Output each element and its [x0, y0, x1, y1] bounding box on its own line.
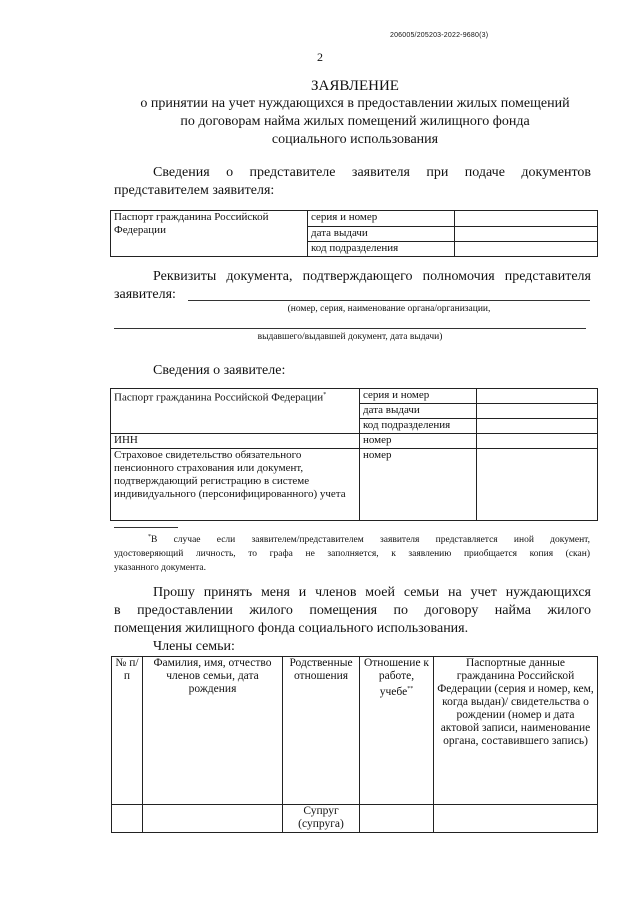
applicant-value-series[interactable]: [477, 389, 598, 404]
footnote-mark: *: [323, 392, 327, 398]
applicant-passport-label: Паспорт гражданина Российской Федерации*: [111, 389, 360, 434]
inn-field: номер: [360, 434, 477, 449]
family-table: [111, 656, 598, 833]
row-relation: Супруг (супруга): [283, 805, 360, 833]
request-line2: в предоставлении жилого помещения по договору найма жилого: [114, 603, 591, 618]
request-line1: Прошу принять меня и членов моей семьи на учет нуждающихся: [153, 585, 591, 600]
applicant-value-date[interactable]: [477, 404, 598, 419]
snils-label: Страховое свидетельство обязательного пенсионного страхования или документ, подтверждающий регистрацию в системе индивидуального (персонифицированного) учета: [111, 449, 360, 521]
col-relation: Родственные отношения: [283, 657, 360, 805]
rep-value-code[interactable]: [455, 242, 598, 257]
table-row: [112, 805, 598, 833]
applicant-value-code[interactable]: [477, 419, 598, 434]
inn-label: ИНН: [111, 434, 360, 449]
footnote-divider: [114, 527, 178, 528]
applicant-heading: Сведения о заявителе:: [153, 363, 286, 378]
authority-input-line-1[interactable]: [188, 300, 590, 301]
col-number: № п/п: [112, 657, 143, 805]
family-members-heading: Члены семьи:: [153, 639, 235, 654]
page-number: 2: [317, 50, 323, 64]
row-number[interactable]: [112, 805, 143, 833]
snils-value[interactable]: [477, 449, 598, 521]
authority-hint-2: выдавшего/выдавшей документ, дата выдачи): [257, 332, 443, 342]
title-line-2: по договорам найма жилых помещений жилищного фонда: [180, 114, 530, 129]
inn-value[interactable]: [477, 434, 598, 449]
col-work: Отношение к работе, учебе**: [360, 657, 434, 805]
document-title: ЗАЯВЛЕНИЕ: [311, 78, 399, 94]
rep-value-date[interactable]: [455, 227, 598, 242]
rep-field-code: код подразделения: [308, 242, 455, 257]
authority-line2: заявителя:: [114, 287, 176, 302]
authority-hint-1: (номер, серия, наименование органа/организации,: [287, 304, 491, 314]
applicant-field-code: код подразделения: [360, 419, 477, 434]
snils-field: номер: [360, 449, 477, 521]
rep-value-series[interactable]: [455, 211, 598, 227]
representative-heading-line1: Сведения о представителе заявителя при подаче документов: [153, 165, 591, 180]
document-number: 206005/205203-2022-9680(3): [390, 32, 489, 39]
rep-field-date: дата выдачи: [308, 227, 455, 242]
representative-passport-table: [110, 210, 598, 257]
footnote-text: *В случае если заявителем/представителем заявителя представляется иной документ, удостоверяющий личность, то графа не заполняется, к заявлению приобщается копия (скан) указанного документа.: [114, 534, 590, 574]
authority-input-line-2[interactable]: [114, 328, 586, 329]
row-documents[interactable]: [434, 805, 598, 833]
row-name[interactable]: [143, 805, 283, 833]
rep-field-series: серия и номер: [308, 211, 455, 227]
rep-passport-label: Паспорт гражданина Российской Федерации: [111, 211, 308, 257]
request-line3: помещения жилищного фонда социального использования.: [114, 621, 469, 636]
title-line-1: о принятии на учет нуждающихся в предоставлении жилых помещений: [140, 96, 570, 111]
title-line-3: социального использования: [271, 132, 439, 147]
col-documents: Паспортные данные гражданина Российской Федерации (серия и номер, кем, когда выдан)/ свидетельства о рождении (номер и дата актовой записи, наименование органа, составившего запись): [434, 657, 598, 805]
applicant-field-series: серия и номер: [360, 389, 477, 404]
representative-heading-line2: представителем заявителя:: [114, 183, 275, 198]
authority-line1: Реквизиты документа, подтверждающего полномочия представителя: [153, 269, 591, 284]
applicant-table: [110, 388, 598, 521]
row-work[interactable]: [360, 805, 434, 833]
col-name: Фамилия, имя, отчество членов семьи, дата рождения: [143, 657, 283, 805]
applicant-field-date: дата выдачи: [360, 404, 477, 419]
